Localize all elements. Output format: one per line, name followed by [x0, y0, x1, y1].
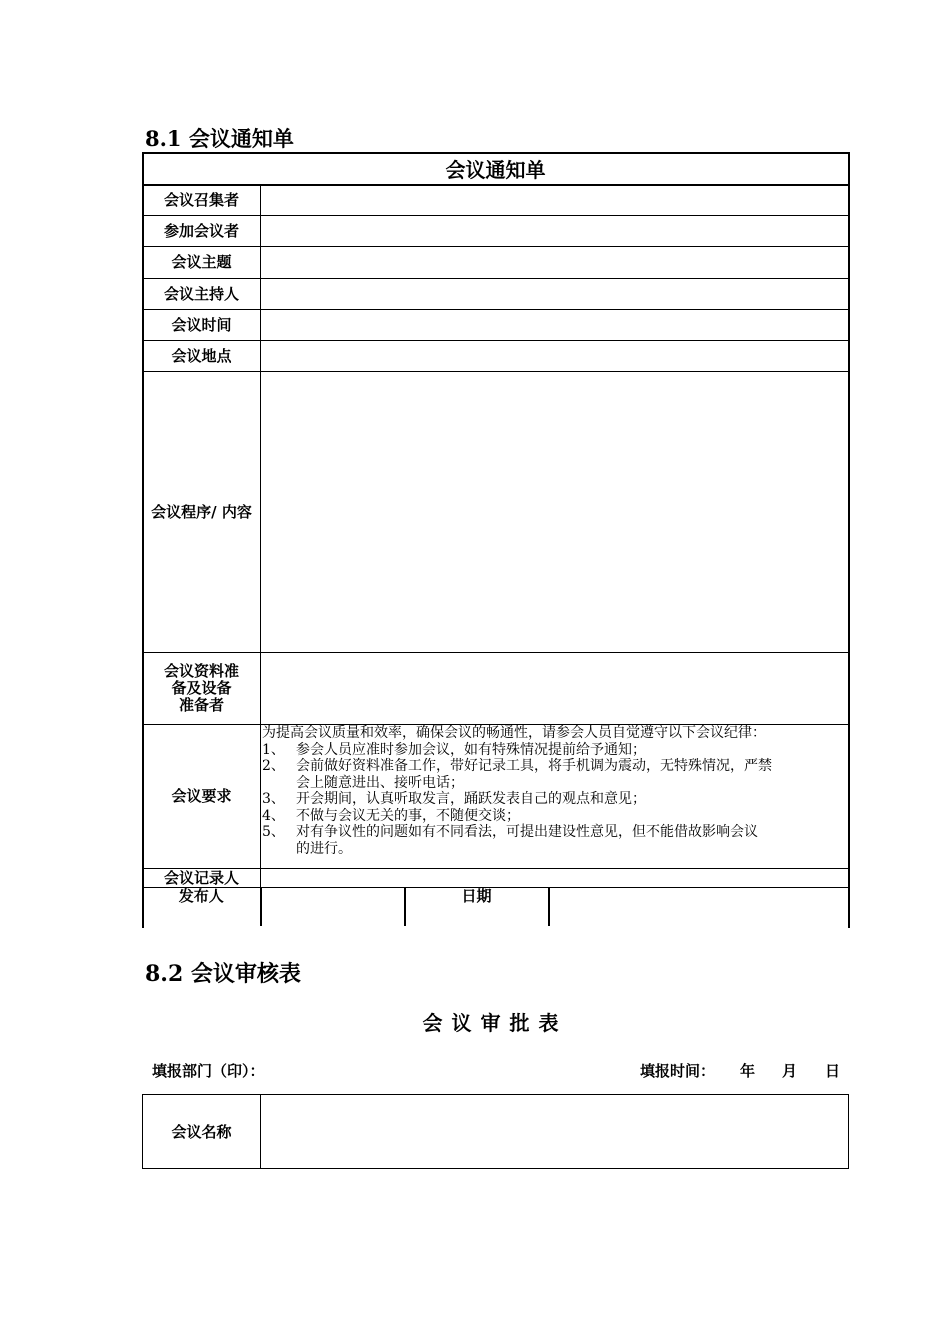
attendees-field[interactable] — [261, 216, 849, 247]
materials-field[interactable] — [261, 653, 849, 725]
fill-time-label: 填报时间： — [640, 1062, 716, 1080]
convener-label: 会议召集者 — [143, 185, 261, 216]
req-num: 5、 — [262, 824, 285, 840]
meeting-name-field[interactable] — [261, 1095, 848, 1168]
recorder-field[interactable] — [261, 869, 849, 888]
publisher-field[interactable] — [261, 888, 405, 926]
date-label: 日期 — [405, 888, 549, 926]
topic-label: 会议主题 — [143, 247, 261, 279]
req-num: 4、 — [262, 807, 285, 824]
fill-dept-label: 填报部门（印）： — [152, 1062, 265, 1080]
attendees-label: 参加会议者 — [143, 216, 261, 247]
date-field[interactable] — [549, 888, 849, 926]
section-heading-8-2: 8.2 会议审核表 — [145, 961, 301, 987]
req-item-4: 不做与会议无关的事，不随便交谈； — [296, 807, 520, 824]
location-field[interactable] — [261, 341, 849, 372]
req-item-2: 会前做好资料准备工作，带好记录工具，将手机调为震动，无特殊情况，严禁 — [296, 758, 772, 774]
req-item-5-cont: 的进行。 — [296, 840, 352, 857]
requirements-label: 会议要求 — [143, 725, 261, 869]
meeting-name-label: 会议名称 — [143, 1095, 261, 1168]
req-num: 2、 — [262, 758, 285, 774]
approval-table — [142, 1094, 849, 1169]
host-field[interactable] — [261, 279, 849, 310]
time-label: 会议时间 — [143, 310, 261, 341]
requirements-intro: 为提高会议质量和效率，确保会议的畅通性，请参会人员自觉遵守以下会议纪律： — [262, 725, 766, 741]
program-label: 会议程序/ 内容 — [143, 372, 261, 653]
materials-label-line: 备及设备 — [171, 679, 232, 697]
notice-title: 会议通知单 — [143, 153, 849, 185]
req-item-2-cont: 会上随意进出、接听电话； — [296, 774, 464, 791]
req-item-5: 对有争议性的问题如有不同看法，可提出建设性意见，但不能借故影响会议 — [296, 824, 758, 840]
meeting-notice-table — [142, 152, 849, 926]
requirements-content — [261, 725, 849, 869]
time-field[interactable] — [261, 310, 849, 341]
materials-label-line: 准备者 — [178, 696, 224, 714]
month-label: 月 — [782, 1062, 798, 1080]
section-heading-8-1: 8.1 会议通知单 — [145, 126, 294, 151]
req-item-1: 参会人员应准时参加会议，如有特殊情况提前给予通知； — [296, 741, 646, 758]
req-num: 1、 — [262, 741, 285, 758]
approval-title: 会议审批表 — [422, 1011, 568, 1035]
convener-field[interactable] — [261, 185, 849, 216]
materials-label — [143, 653, 261, 725]
year-label: 年 — [740, 1062, 756, 1080]
req-num: 3、 — [262, 791, 285, 807]
topic-field[interactable] — [261, 247, 849, 279]
publisher-label: 发布人 — [143, 888, 261, 926]
day-label: 日 — [825, 1062, 841, 1080]
host-label: 会议主持人 — [143, 279, 261, 310]
recorder-label: 会议记录人 — [143, 869, 261, 888]
location-label: 会议地点 — [143, 341, 261, 372]
program-field[interactable] — [261, 372, 849, 653]
req-item-3: 开会期间，认真听取发言，踊跃发表自己的观点和意见； — [296, 791, 646, 807]
materials-label-line: 会议资料准 — [163, 662, 239, 680]
